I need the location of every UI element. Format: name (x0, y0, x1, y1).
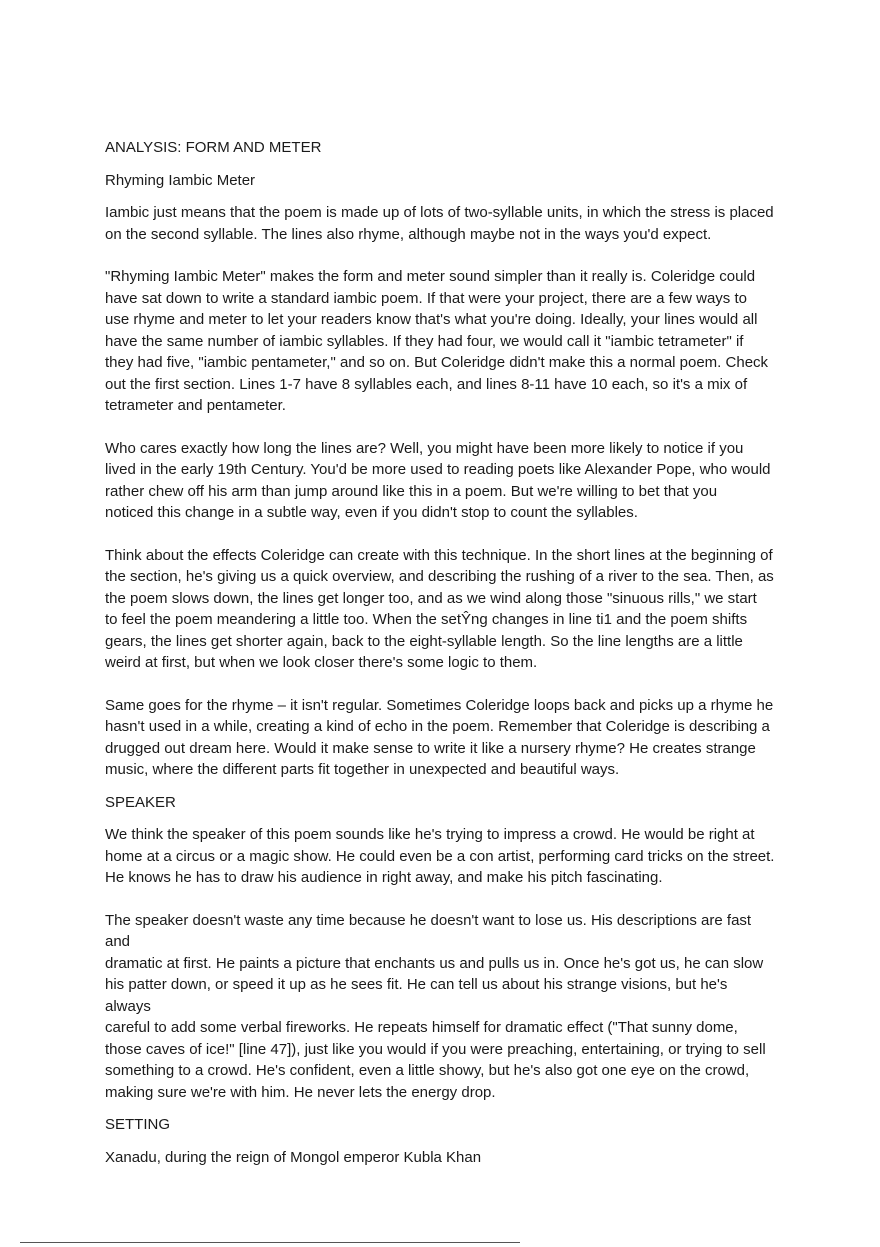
paragraph: Same goes for the rhyme – it isn't regular. Sometimes Coleridge loops back and picks up a rhyme he hasn't used in a while, creating a kind of echo in the poem. Remember that Coleridge is describing a drugged out dream here. Would it make sense to write it like a nursery rhyme? He creates strange music, where the different parts fit together in unexpected and beautiful ways. (105, 696, 774, 778)
paragraph: "Rhyming Iambic Meter" makes the form and meter sound simpler than it really is. Coleridge could have sat down to write a standard iambic poem. If that were your project, there are a few ways to use rhyme and meter to let your readers know that's what you're doing. Ideally, your lines would all have the same number of iambic syllables. If they had four, we would call it "iambic tetrameter" if they had five, "iambic pentameter," and so on. But Coleridge didn't make this a normal poem. Check out the first section. Lines 1-7 have 8 syllables each, and lines 8-11 have 10 each, so it's a mix of tetrameter and pentameter. (105, 268, 769, 414)
paragraph: The speaker doesn't waste any time because he doesn't want to lose us. His descriptions are fast and dramatic at first. He paints a picture that enchants us and pulls us in. Once he's got us, he can slow his patter down, or speed it up as he sees fit. He can tell us about his strange visions, but he's always careful to add some verbal fireworks. He repeats himself for dramatic effect ("That sunny dome, those caves of ice!" [line 47]), just like you would if you were preaching, entertaining, or trying to sell something to a crowd. He's confident, even a little showy, but he's also got one eye on the crowd, making sure we're with him. He never lets the energy drop. (105, 911, 766, 1101)
page-footer-divider (20, 1242, 520, 1243)
paragraph: Who cares exactly how long the lines are? Well, you might have been more likely to notice if you lived in the early 19th Century. You'd be more used to reading poets like Alexander Pope, who would rather chew off his arm than jump around like this in a poem. But we're willing to bet that you noticed this change in a subtle way, even if you didn't stop to count the syllables. (105, 439, 771, 521)
section-heading-form-and-meter: ANALYSIS: FORM AND METER (105, 139, 322, 156)
subheading-rhyming-iambic-meter: Rhyming Iambic Meter (105, 171, 256, 189)
section-heading-speaker: SPEAKER (105, 793, 176, 811)
paragraph: We think the speaker of this poem sounds like he's trying to impress a crowd. He would be right at home at a circus or a magic show. He could even be a con artist, performing card tricks on the street. He knows he has to draw his audience in right away, and make his pitch fascinating. (105, 826, 775, 886)
paragraph: Think about the effects Coleridge can create with this technique. In the short lines at the beginning of the section, he's giving us a quick overview, and describing the rushing of a river to the sea. Then, as the poem slows down, the lines get longer too, and as we wind along those "sinuous rills," we start to feel the poem meandering a little too. When the setŶng changes in line ti1 and the poem shifts gears, the lines get shorter again, back to the eight-syllable length. So the line lengths are a little weird at first, but when we look closer there's some logic to them. (105, 546, 774, 671)
document-page (105, 137, 777, 1168)
paragraph: Iambic just means that the poem is made up of lots of two-syllable units, in which the stress is placed on the second syllable. The lines also rhyme, although maybe not in the ways you'd expect. (105, 204, 774, 243)
section-heading-setting: SETTING (105, 1116, 171, 1133)
paragraph: Xanadu, during the reign of Mongol emperor Kubla Khan (105, 1148, 482, 1166)
